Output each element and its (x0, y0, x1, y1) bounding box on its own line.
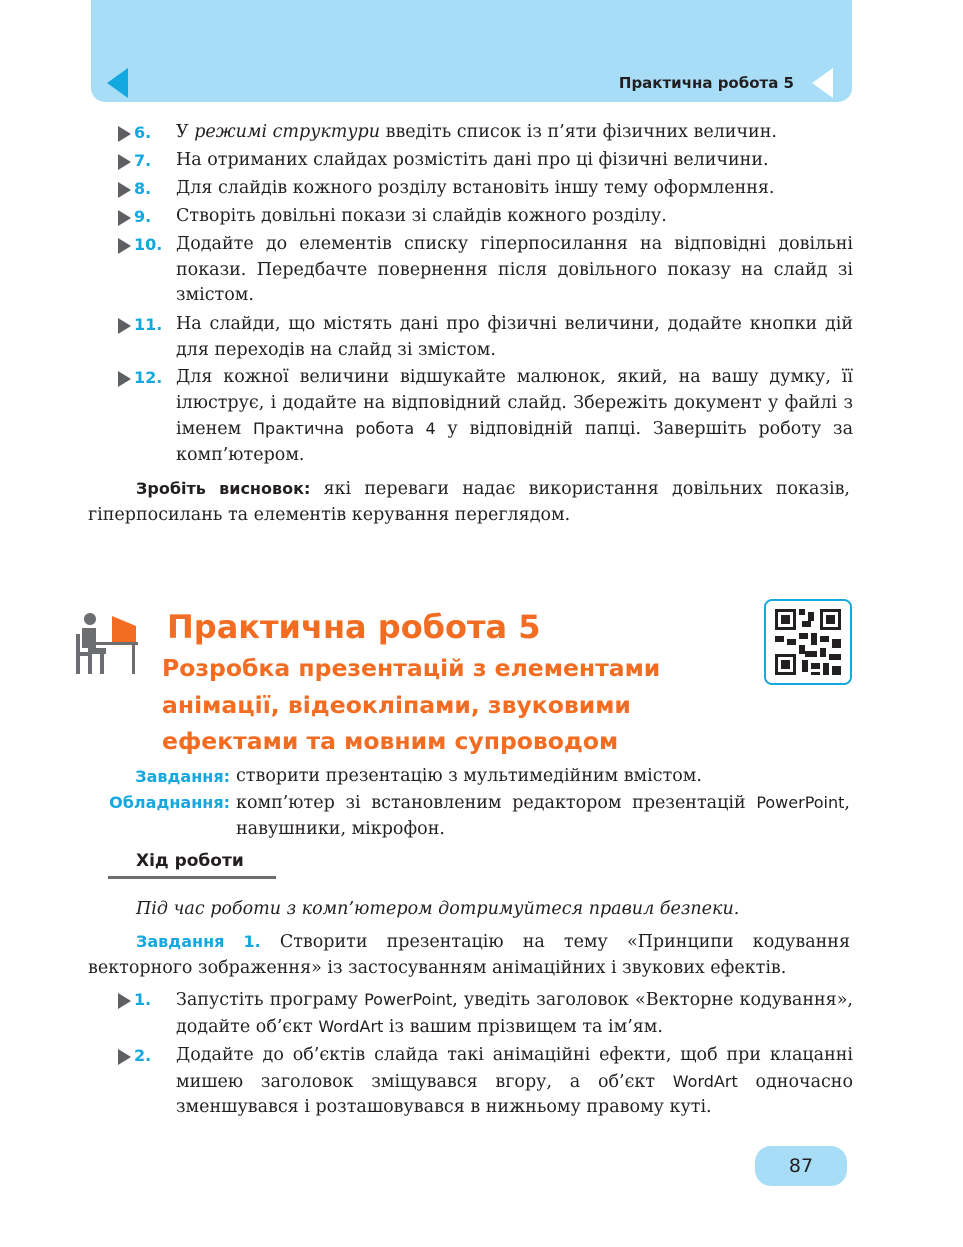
step-8 (118, 176, 853, 202)
task1-label: Завдання 1. (136, 932, 261, 951)
equipment-text: , навушники, мікрофон. (236, 793, 850, 839)
step-number: 8. (134, 179, 152, 198)
step-10 (118, 232, 853, 309)
task1-paragraph (88, 929, 850, 981)
italic-term: режимі структури (194, 122, 381, 142)
step-number: 1. (134, 990, 152, 1009)
conclusion-paragraph (88, 476, 850, 528)
step-text: одночасно зменшувався і розташовувався в нижньому правому куті. (176, 1071, 853, 1118)
nav-back-arrow-icon[interactable] (107, 68, 128, 98)
task1-text: Створити презентацію на тему «Принципи кодування векторного зображення» із застосуванням анімаційних і звукових ефектів. (88, 932, 850, 978)
step-1 (118, 987, 853, 1040)
file-name: Практична робота 4 (253, 419, 436, 439)
step-6 (118, 120, 853, 146)
software-name: WordArt (672, 1071, 738, 1091)
step-text: із вашим прізвищем та ім’ям. (383, 1016, 663, 1037)
step-number: 6. (134, 123, 152, 142)
step-number: 9. (134, 207, 152, 226)
conclusion-label: Зробіть висновок: (136, 479, 311, 498)
step-text: введіть список із п’яти фізичних величин. (380, 122, 777, 142)
workflow-underline (108, 876, 276, 879)
practical-work-subtitle: Розробка презентацій з елементами анімації, відеокліпами, звуковими ефектами та мовним супроводом (162, 654, 661, 755)
task-label: Завдання: (135, 767, 230, 786)
bullet-arrow-icon (118, 182, 131, 198)
running-header-title: Практична робота 5 (618, 74, 794, 92)
conclusion-text: які переваги надає використання довільних показів, гіперпосилань та елементів керування переглядом. (88, 479, 850, 525)
step-number: 11. (134, 315, 163, 334)
step-text: Для слайдів кожного розділу встановіть іншу тему оформлення. (176, 178, 775, 198)
step-9 (118, 204, 853, 230)
step-number: 2. (134, 1046, 152, 1065)
safety-text: Під час роботи з комп’ютером дотримуйтеся правил безпеки. (136, 899, 740, 919)
step-text: У (176, 122, 195, 142)
step-12 (118, 365, 853, 468)
page-number: 87 (788, 1155, 814, 1177)
step-2 (118, 1043, 853, 1121)
step-number: 7. (134, 151, 152, 170)
bullet-arrow-icon (118, 126, 131, 142)
step-text: Для кожної величини відшукайте малюнок, який, на вашу думку, її ілюструє, і додайте на відповідний слайд. Збережіть документ у файлі з іменем (176, 367, 853, 440)
page-number-badge (755, 1146, 847, 1186)
person-at-computer-icon (74, 612, 140, 676)
equipment-label: Обладнання: (109, 793, 230, 812)
bullet-arrow-icon (118, 1049, 131, 1065)
practical-work-title: Практична робота 5 (167, 608, 541, 646)
bullet-arrow-icon (118, 154, 131, 170)
step-text: Додайте до об’єктів слайда такі анімаційні ефекти, щоб при клацанні мишею заголовок зміщувався вгору, а об’єкт (176, 1045, 853, 1092)
qr-code-icon (775, 609, 841, 675)
step-7 (118, 148, 853, 174)
bullet-arrow-icon (118, 210, 131, 226)
qr-code[interactable] (764, 599, 852, 685)
step-text: , уведіть заголовок «Векторне кодування», додайте об’єкт (176, 990, 853, 1037)
step-text: На слайди, що містять дані про фізичні величини, додайте кнопки дій для переходів на слайд зі змістом. (176, 314, 853, 360)
step-number: 12. (134, 368, 163, 387)
safety-note (88, 897, 850, 923)
software-name: WordArt (318, 1016, 384, 1036)
step-text: Запустіть програму (176, 990, 365, 1010)
workflow-label: Хід роботи (136, 851, 244, 871)
step-text: Створіть довільні покази зі слайдів кожного розділу. (176, 206, 667, 226)
bullet-arrow-icon (118, 238, 131, 254)
bullet-arrow-icon (118, 318, 131, 334)
software-name: PowerPoint (756, 793, 845, 812)
step-text: На отриманих слайдах розмістіть дані про ці фізичні величини. (176, 150, 769, 170)
software-name: PowerPoint (364, 990, 453, 1009)
header-right-triangle-icon (812, 68, 833, 98)
step-text: у відповідній папці. Завершіть роботу за комп’ютером. (176, 419, 854, 465)
bullet-arrow-icon (118, 993, 131, 1009)
equipment-text: комп’ютер зі встановленим редактором презентацій (236, 793, 746, 813)
step-text: Додайте до елементів списку гіперпосилання на відповідні довільні покази. Передбачте повернення після довільного показу на слайд зі змістом. (176, 234, 853, 306)
task-text: створити презентацію з мультимедійним вмістом. (236, 766, 702, 786)
step-number: 10. (134, 235, 163, 254)
bullet-arrow-icon (118, 371, 131, 387)
step-11 (118, 312, 853, 363)
